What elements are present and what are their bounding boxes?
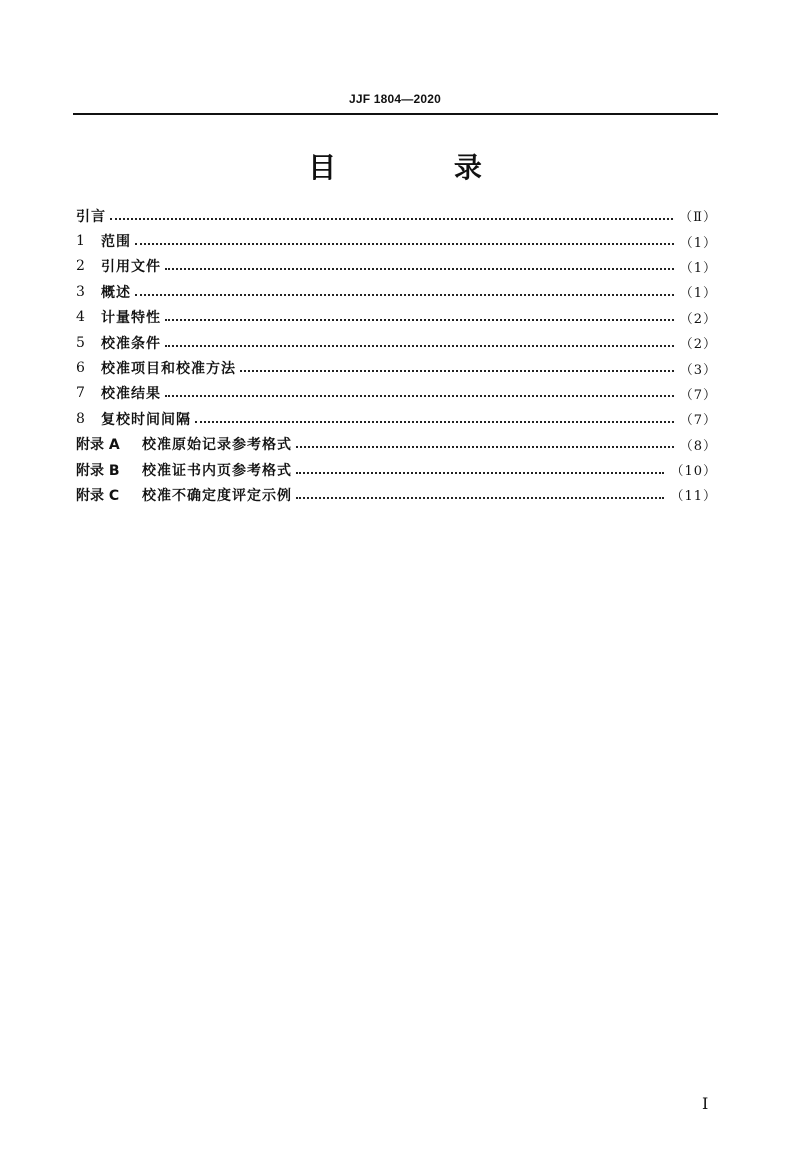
toc-entry-calibration-conditions[interactable] bbox=[76, 330, 717, 355]
toc-entry-label: 校准项目和校准方法 bbox=[101, 361, 236, 378]
toc-entry-page: （1） bbox=[679, 260, 717, 276]
toc-entry-number: 附录 A bbox=[76, 437, 120, 454]
toc-entry-label: 范围 bbox=[101, 234, 131, 251]
toc-entry-scope[interactable] bbox=[76, 228, 717, 253]
dot-leader bbox=[135, 243, 674, 245]
dot-leader bbox=[165, 268, 674, 270]
dot-leader bbox=[165, 319, 674, 321]
dot-leader bbox=[240, 370, 674, 372]
dot-leader bbox=[165, 345, 674, 347]
toc-entry-page: （Ⅱ） bbox=[679, 210, 717, 226]
toc-entry-label: 概述 bbox=[101, 284, 131, 301]
toc-entry-introduction[interactable] bbox=[76, 203, 717, 228]
toc-entry-appendix-a[interactable] bbox=[76, 432, 717, 457]
toc-entry-calibration-items-methods[interactable] bbox=[76, 355, 717, 380]
toc-entry-label: 复校时间间隔 bbox=[101, 411, 191, 428]
dot-leader bbox=[110, 218, 673, 220]
page-number: I bbox=[702, 1094, 709, 1113]
toc-entry-appendix-b[interactable] bbox=[76, 457, 717, 482]
toc-entry-label: 校准不确定度评定示例 bbox=[142, 487, 292, 504]
toc-entry-recalibration-interval[interactable] bbox=[76, 406, 717, 431]
toc-entry-metrological-characteristics[interactable] bbox=[76, 305, 717, 330]
toc-entry-page: （2） bbox=[679, 311, 717, 327]
toc-entry-number: 8 bbox=[76, 410, 85, 427]
dot-leader bbox=[195, 421, 674, 423]
toc-entry-number: 1 bbox=[76, 233, 85, 250]
dot-leader bbox=[296, 446, 674, 448]
toc-entry-label: 计量特性 bbox=[101, 310, 161, 327]
toc-title: 目 录 bbox=[308, 151, 536, 184]
header-rule bbox=[73, 113, 718, 115]
toc-entry-label: 引用文件 bbox=[101, 259, 161, 276]
header-standard-code: JJF 1804—2020 bbox=[348, 92, 441, 106]
toc-entry-page: （3） bbox=[679, 362, 717, 378]
toc-entry-references[interactable] bbox=[76, 254, 717, 279]
toc-entry-page: （1） bbox=[679, 235, 717, 251]
toc-entry-appendix-c[interactable] bbox=[76, 482, 717, 507]
dot-leader bbox=[296, 472, 664, 474]
toc-entry-number: 3 bbox=[76, 283, 85, 300]
toc-entry-number: 2 bbox=[76, 258, 85, 275]
toc-entry-page: （11） bbox=[670, 489, 717, 505]
toc-entry-label: 校准证书内页参考格式 bbox=[142, 462, 292, 479]
toc-entry-label: 校准条件 bbox=[101, 335, 161, 352]
toc-entry-page: （7） bbox=[679, 387, 717, 403]
toc-entry-number: 7 bbox=[76, 385, 85, 402]
toc-entry-page: （2） bbox=[679, 337, 717, 353]
toc-entry-overview[interactable] bbox=[76, 279, 717, 304]
table-of-contents bbox=[76, 203, 717, 508]
toc-entry-page: （1） bbox=[679, 286, 717, 302]
toc-entry-number: 4 bbox=[76, 309, 85, 326]
toc-entry-number: 6 bbox=[76, 360, 85, 377]
toc-entry-number: 附录 C bbox=[76, 487, 120, 504]
toc-entry-number: 附录 B bbox=[76, 462, 120, 479]
toc-entry-label: 校准原始记录参考格式 bbox=[142, 437, 292, 454]
toc-entry-page: （8） bbox=[679, 438, 717, 454]
toc-entry-page: （10） bbox=[670, 464, 717, 480]
toc-entry-calibration-results[interactable] bbox=[76, 381, 717, 406]
dot-leader bbox=[296, 497, 664, 499]
toc-entry-label: 引言 bbox=[76, 208, 106, 225]
toc-entry-number: 5 bbox=[76, 334, 85, 351]
dot-leader bbox=[135, 294, 674, 296]
toc-entry-page: （7） bbox=[679, 413, 717, 429]
toc-entry-label: 校准结果 bbox=[101, 386, 161, 403]
dot-leader bbox=[165, 395, 674, 397]
